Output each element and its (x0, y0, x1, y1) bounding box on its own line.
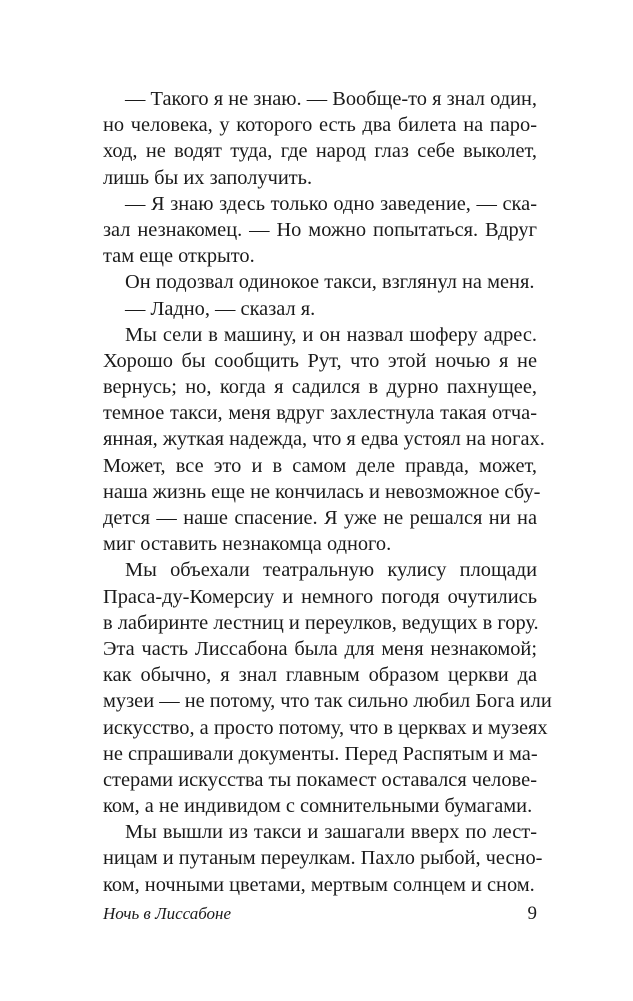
text-line: искусство, а просто потому, что в церквах и музеях (103, 716, 548, 739)
text-line: музеи — не потому, что так сильно любил Бога или (103, 690, 552, 713)
text-line: янная, жуткая надежда, что я едва устоял на ногах. (103, 428, 545, 451)
text-line: Мы объехали театральную кулису площади (125, 559, 537, 582)
text-line: Может, все это и в самом деле правда, может, (103, 454, 537, 477)
text-line: миг оставить незнакомца одного. (103, 533, 392, 556)
text-line: ком, ночными цветами, мертвым солнцем и сном. (103, 873, 535, 896)
text-line: Хорошо бы сообщить Рут, что этой ночью я не (103, 349, 537, 372)
text-line: ком, а не индивидом с сомнительными бумагами. (103, 795, 533, 818)
text-line: не спрашивали документы. Перед Распятым и ма- (103, 742, 538, 765)
text-line: наша жизнь еще не кончилась и невозможное сбу- (103, 480, 541, 503)
text-line: — Ладно, — сказал я. (125, 297, 316, 320)
text-line: как обычно, я знал главным образом церкви да (103, 664, 537, 687)
text-line: Мы сели в машину, и он назвал шоферу адрес. (125, 323, 537, 346)
text-line: ницам и путаным переулкам. Пахло рыбой, чесно- (103, 847, 543, 870)
text-line: Он подозвал одинокое такси, взглянул на меня. (125, 271, 535, 294)
text-line: — Такого я не знаю. — Вообще-то я знал один, (125, 88, 537, 110)
text-line: стерами искусства ты покамест оставался человe- (103, 768, 537, 791)
page-footer (103, 902, 537, 926)
text-line: зал незнакомец. — Но можно попытаться. Вдруг (103, 218, 537, 241)
text-line: — Я знаю здесь только одно заведение, — ска- (125, 192, 537, 215)
text-line: там еще открыто. (103, 245, 255, 268)
running-title: Ночь в Лиссабоне (103, 904, 232, 923)
page-number: 9 (527, 903, 537, 924)
text-line: ход, не водят туда, где народ глаз себе выколет, (103, 140, 537, 163)
text-line: Эта часть Лиссабона была для меня незнакомой; (103, 637, 537, 660)
text-line: но человека, у которого есть два билета на паро- (103, 114, 537, 137)
text-line: Мы вышли из такси и зашагали вверх по лест- (125, 821, 537, 844)
body-text (103, 86, 552, 898)
text-line: в лабиринте лестниц и переулков, ведущих в гору. (103, 611, 539, 634)
text-line: Праса-ду-Комерсиу и немного погодя очутились (103, 585, 537, 608)
text-line: вернусь; но, когда я садился в дурно пахнущее, (103, 376, 537, 399)
text-line: темное такси, меня вдруг захлестнула такая отча- (103, 402, 537, 425)
text-line: дется — наше спасение. Я уже не решался ни на (103, 507, 537, 529)
text-line: лишь бы их заполучить. (103, 166, 313, 189)
